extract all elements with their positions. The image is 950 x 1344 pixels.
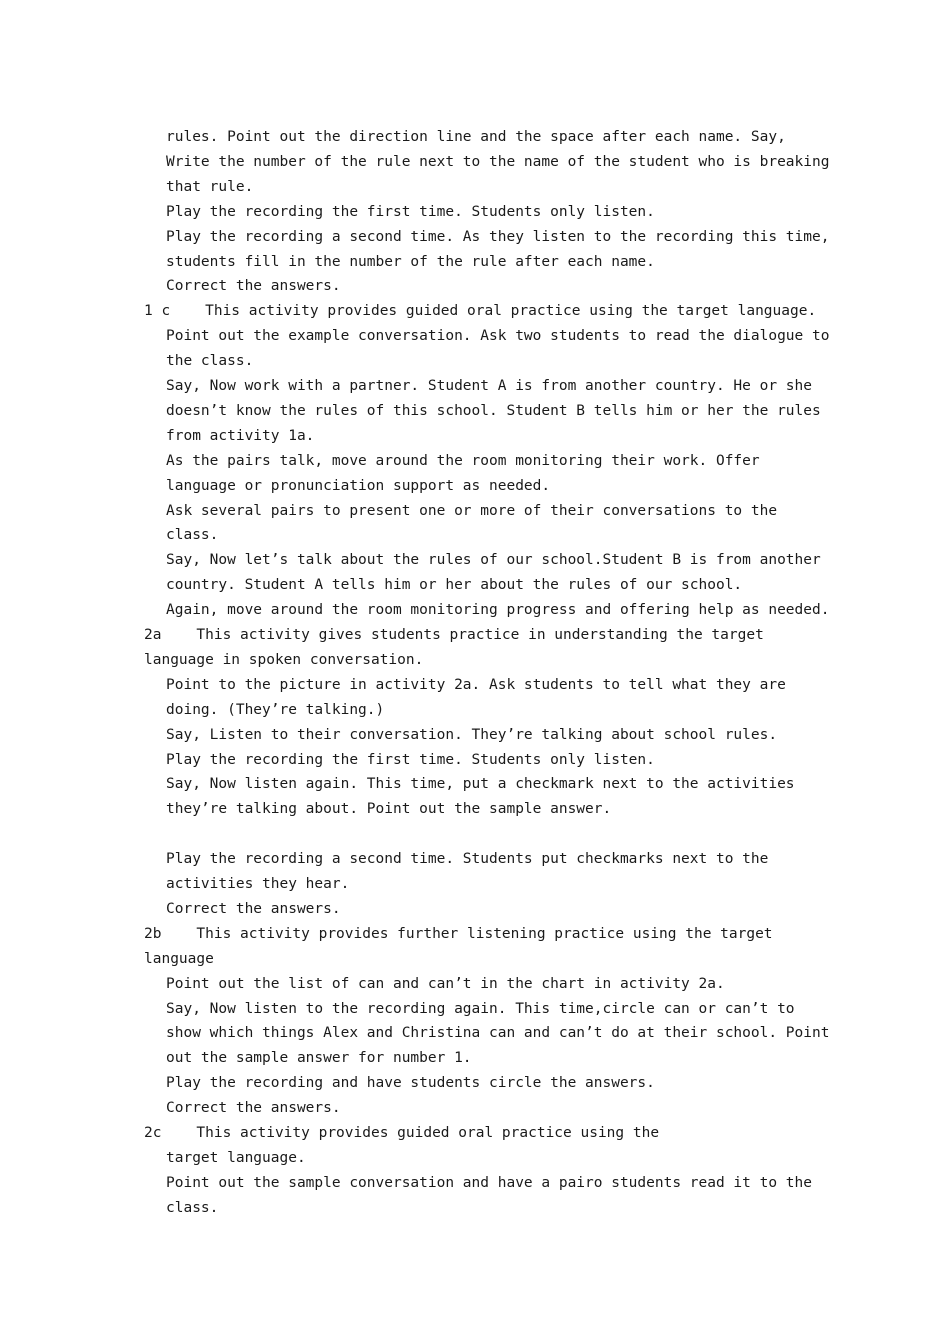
text-line: As the pairs talk, move around the room monitoring their work. Offer: [166, 452, 760, 469]
text-line: language in spoken conversation.: [144, 651, 424, 668]
text-line: class.: [166, 1199, 219, 1216]
text-line: Again, move around the room monitoring progress and offering help as needed.: [166, 602, 830, 619]
text-line: Point to the picture in activity 2a. Ask students to tell what they are: [166, 676, 786, 693]
text-line: they’re talking about. Point out the sample answer.: [166, 801, 612, 818]
text-line: Correct the answers.: [166, 1100, 341, 1117]
text-line: Say, Now let’s talk about the rules of our school.Student B is from another: [166, 552, 821, 569]
text-line: Play the recording a second time. As they listen to the recording this time,: [166, 228, 830, 245]
text-line: Point out the sample conversation and have a pairo students read it to the: [166, 1174, 813, 1191]
text-line: Ask several pairs to present one or more of their conversations to the: [166, 502, 778, 519]
text-line: target language.: [166, 1149, 306, 1166]
text-line: language or pronunciation support as needed.: [166, 477, 551, 494]
text-line: Say, Listen to their conversation. They’re talking about school rules.: [166, 726, 778, 743]
text-line: country. Student A tells him or her about the rules of our school.: [166, 577, 743, 594]
text-line: Play the recording and have students circle the answers.: [166, 1075, 655, 1092]
text-line: Say, Now listen to the recording again. This time,circle can or can’t to: [166, 1000, 795, 1017]
text-line: that rule.: [166, 178, 254, 195]
text-line: 2b This activity provides further listening practice using the target: [144, 925, 773, 942]
text-line: doing. (They’re talking.): [166, 701, 385, 718]
text-line: Play the recording the first time. Students only listen.: [166, 751, 655, 768]
text-line: Write the number of the rule next to the name of the student who is breaking: [166, 153, 830, 170]
text-line: out the sample answer for number 1.: [166, 1050, 472, 1067]
text-line: Play the recording a second time. Students put checkmarks next to the: [166, 851, 769, 868]
text-line: students fill in the number of the rule after each name.: [166, 253, 655, 270]
text-line: Correct the answers.: [166, 900, 341, 917]
text-line: 2a This activity gives students practice in understanding the target: [144, 627, 764, 643]
text-line: Play the recording the first time. Students only listen.: [166, 203, 655, 220]
text-line: rules. Point out the direction line and the space after each name. Say,: [166, 129, 786, 145]
text-line: 1 c This activity provides guided oral practice using the target language.: [144, 303, 817, 320]
text-line: Point out the example conversation. Ask two students to read the dialogue to: [166, 328, 830, 345]
text-line: class.: [166, 527, 219, 544]
text-line: Say, Now work with a partner. Student A is from another country. He or she: [166, 378, 813, 394]
text-line: doesn’t know the rules of this school. Student B tells him or her the rules: [166, 402, 821, 419]
text-line: from activity 1a.: [166, 427, 315, 444]
text-line: show which things Alex and Christina can and can’t do at their school. Point: [166, 1025, 830, 1042]
text-line: activities they hear.: [166, 876, 350, 892]
text-line: Correct the answers.: [166, 278, 341, 295]
text-line: 2c This activity provides guided oral practice using the: [144, 1125, 660, 1141]
text-line: language: [144, 950, 214, 967]
text-line: the class.: [166, 353, 254, 370]
text-line: Point out the list of can and can’t in the chart in activity 2a.: [166, 975, 725, 992]
text-line: Say, Now listen again. This time, put a checkmark next to the activities: [166, 776, 795, 793]
